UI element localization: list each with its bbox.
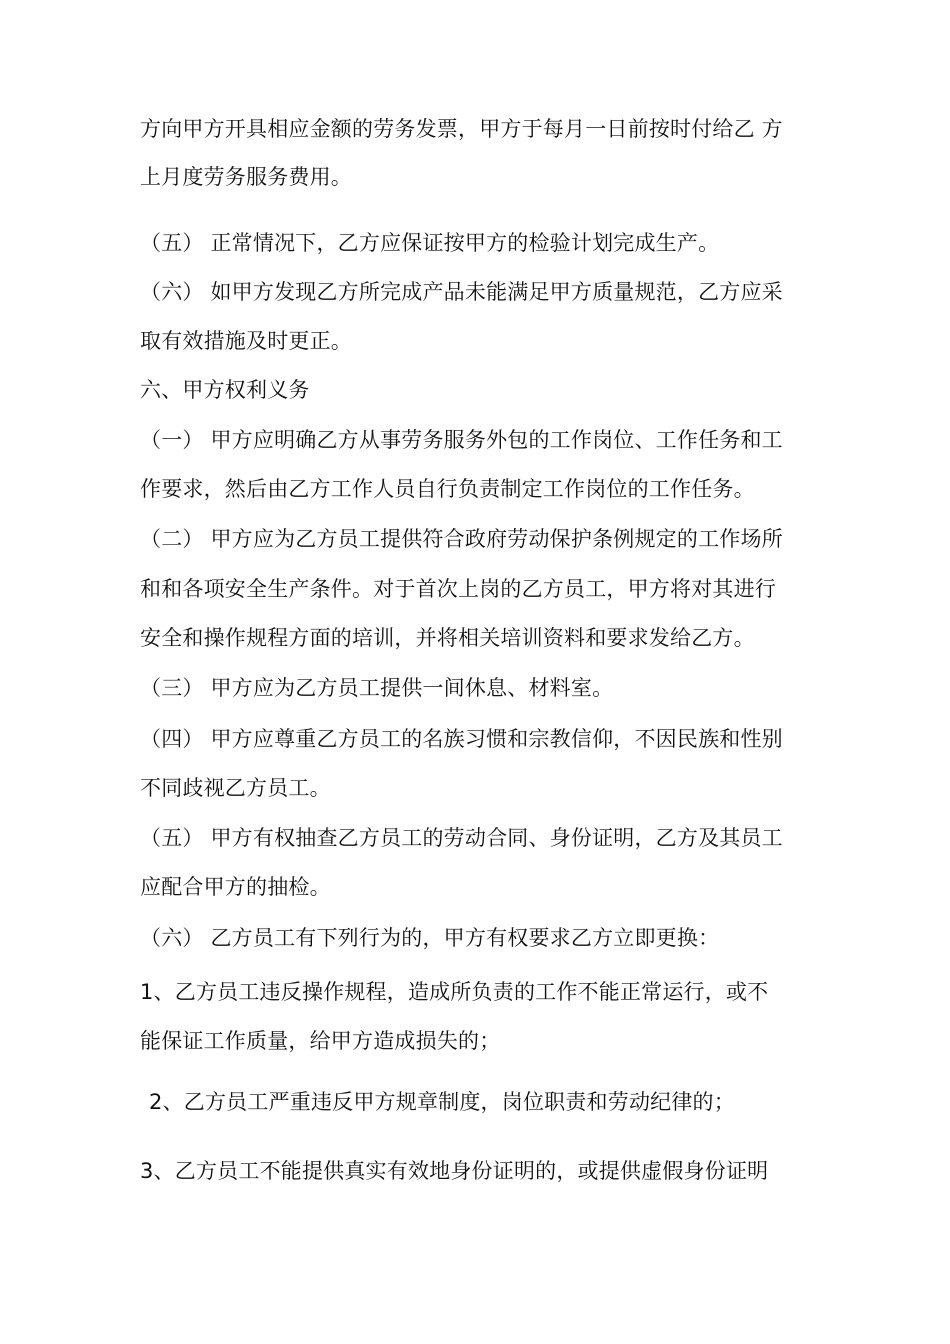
text-line-5: 取有效措施及时更正。 <box>140 329 352 353</box>
text-line-15: （五） 甲方有权抽查乙方员工的劳动合同、身份证明，乙方及其员工 <box>140 826 783 850</box>
text-line-14: 不同歧视乙方员工。 <box>140 776 331 800</box>
section-heading: 六、甲方权利义务 <box>140 378 310 402</box>
text-line-1: 方向甲方开具相应金额的劳务发票，甲方于每月一日前按时付给乙 方 <box>140 117 783 141</box>
text-line-18: 1、乙方员工违反操作规程，造成所负责的工作不能正常运行，或不 <box>140 980 769 1004</box>
text-line-2: 上月度劳务服务费用。 <box>140 165 352 189</box>
text-line-13: （四） 甲方应尊重乙方员工的名族习惯和宗教信仰，不因民族和性别 <box>140 727 783 751</box>
text-line-11: 安全和操作规程方面的培训，并将相关培训资料和要求发给乙方。 <box>140 626 755 650</box>
text-line-3: （五） 正常情况下，乙方应保证按甲方的检验计划完成生产。 <box>140 231 720 255</box>
text-line-9: （二） 甲方应为乙方员工提供符合政府劳动保护条例规定的工作场所 <box>140 527 783 551</box>
text-line-16: 应配合甲方的抽检。 <box>140 875 331 899</box>
text-line-12: （三） 甲方应为乙方员工提供一间休息、材料室。 <box>140 676 614 700</box>
text-line-17: （六） 乙方员工有下列行为的，甲方有权要求乙方立即更换： <box>140 926 720 950</box>
text-line-7: （一） 甲方应明确乙方从事劳务服务外包的工作岗位、工作任务和工 <box>140 428 783 452</box>
text-line-21: 3、乙方员工不能提供真实有效地身份证明的，或提供虚假身份证明 <box>140 1159 769 1183</box>
text-line-4: （六） 如甲方发现乙方所完成产品未能满足甲方质量规范，乙方应采 <box>140 280 783 304</box>
text-line-19: 能保证工作质量，给甲方造成损失的； <box>140 1029 501 1053</box>
text-line-20: 2、乙方员工严重违反甲方规章制度，岗位职责和劳动纪律的； <box>149 1090 735 1114</box>
text-line-10: 和和各项安全生产条件。对于首次上岗的乙方员工，甲方将对其进行 <box>140 577 776 601</box>
text-line-8: 作要求，然后由乙方工作人员自行负责制定工作岗位的工作任务。 <box>140 477 755 501</box>
